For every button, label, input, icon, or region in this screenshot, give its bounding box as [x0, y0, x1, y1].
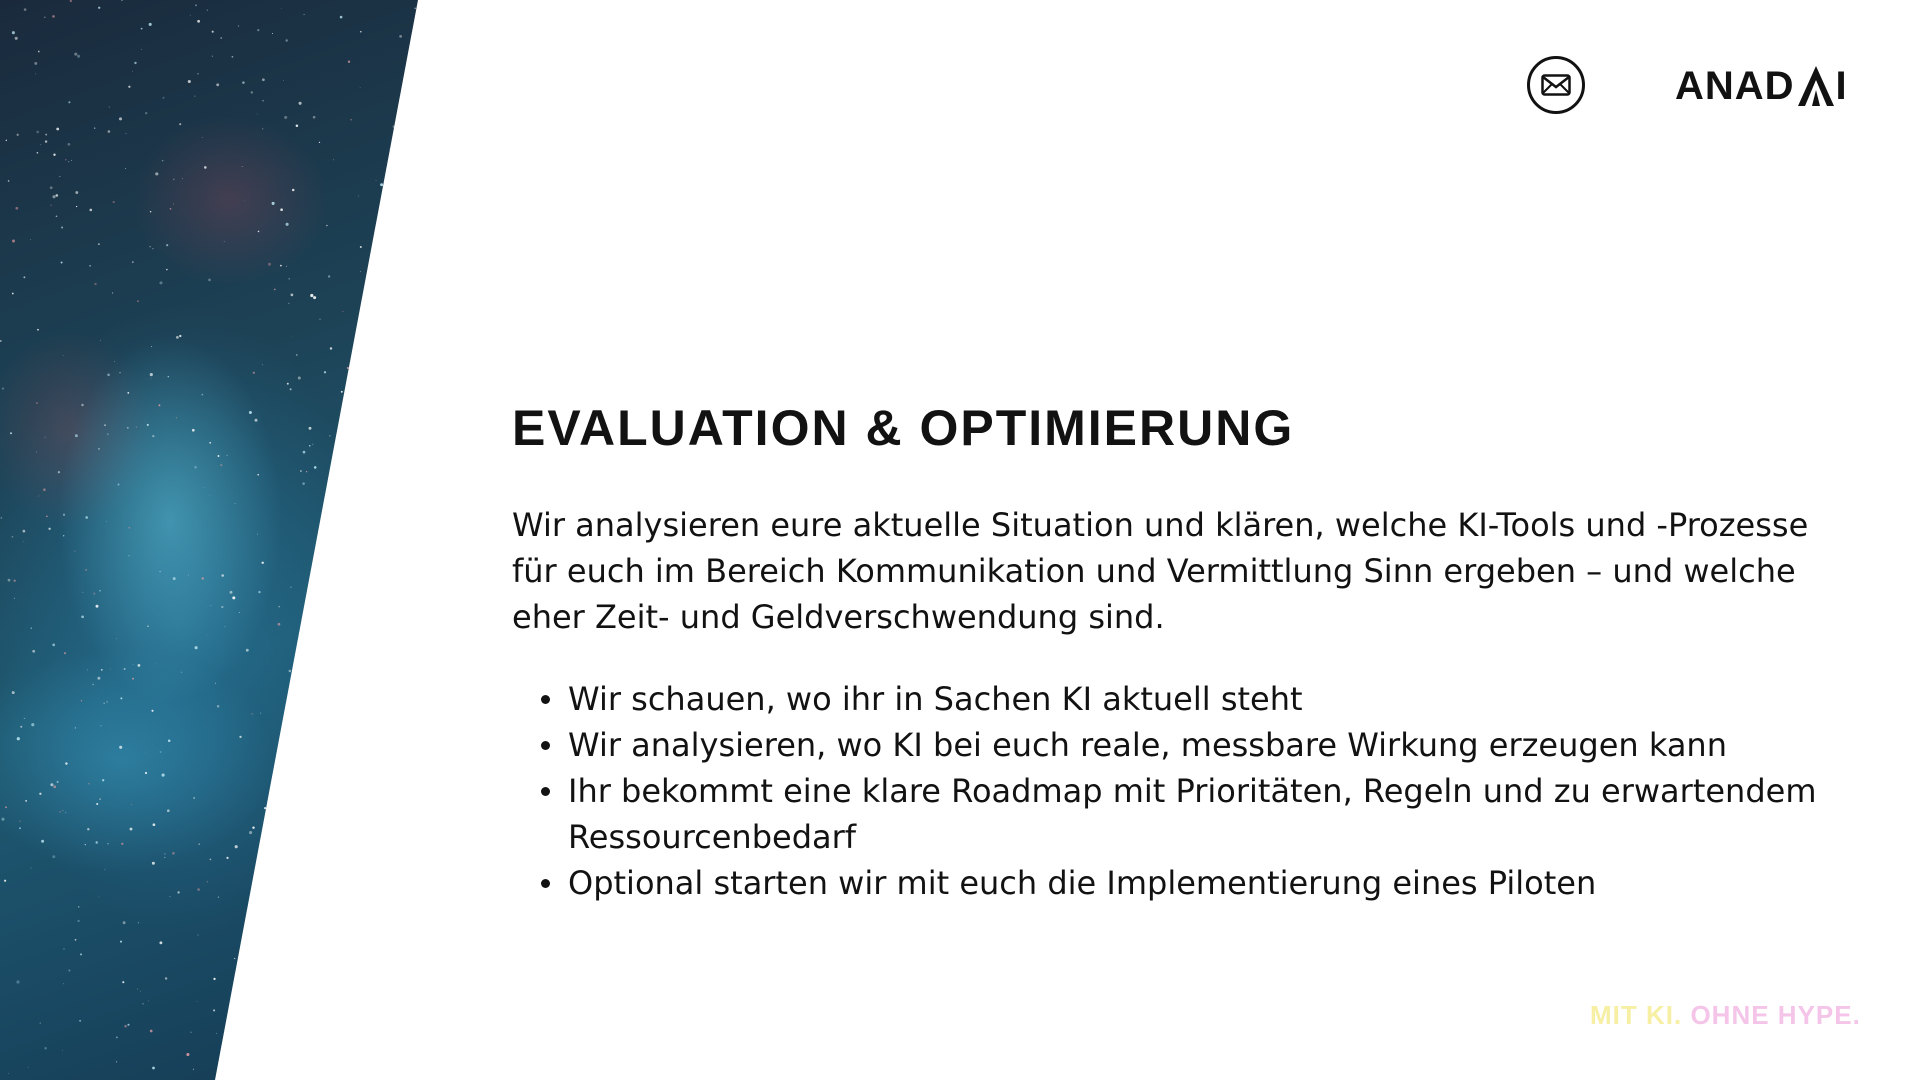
header — [0, 56, 1920, 116]
star-field — [0, 0, 430, 1080]
list-item: Wir schauen, wo ihr in Sachen KI aktuell steht — [568, 676, 1832, 722]
tagline — [1590, 1000, 1861, 1031]
logo-text-suffix: I — [1835, 63, 1848, 108]
tagline-part-1: MIT KI. — [1590, 1000, 1683, 1030]
anadai-logo[interactable] — [1675, 62, 1848, 110]
main-content — [512, 400, 1832, 906]
list-item: Ihr bekommt eine klare Roadmap mit Prioritäten, Regeln und zu erwartendem Ressourcenbedarf — [568, 768, 1832, 860]
logo-text-prefix: ANAD — [1675, 63, 1795, 108]
bullet-list — [512, 676, 1832, 906]
list-item: Optional starten wir mit euch die Implementierung eines Piloten — [568, 860, 1832, 906]
tagline-part-2: OHNE HYPE. — [1690, 1000, 1861, 1030]
envelope-icon — [1541, 74, 1571, 96]
galaxy-image — [0, 0, 430, 1080]
page-title: EVALUATION & OPTIMIERUNG — [512, 400, 1295, 456]
list-item: Wir analysieren, wo KI bei euch reale, messbare Wirkung erzeugen kann — [568, 722, 1832, 768]
logo-a-mark — [1796, 64, 1836, 108]
intro-paragraph: Wir analysieren eure aktuelle Situation und klären, welche KI-Tools und -Prozesse für euch im Bereich Kommunikation und Vermittlung Sinn ergeben – und welche eher Zeit- und Geldverschwendung sind. — [512, 506, 1809, 636]
mail-button[interactable] — [1527, 56, 1585, 114]
